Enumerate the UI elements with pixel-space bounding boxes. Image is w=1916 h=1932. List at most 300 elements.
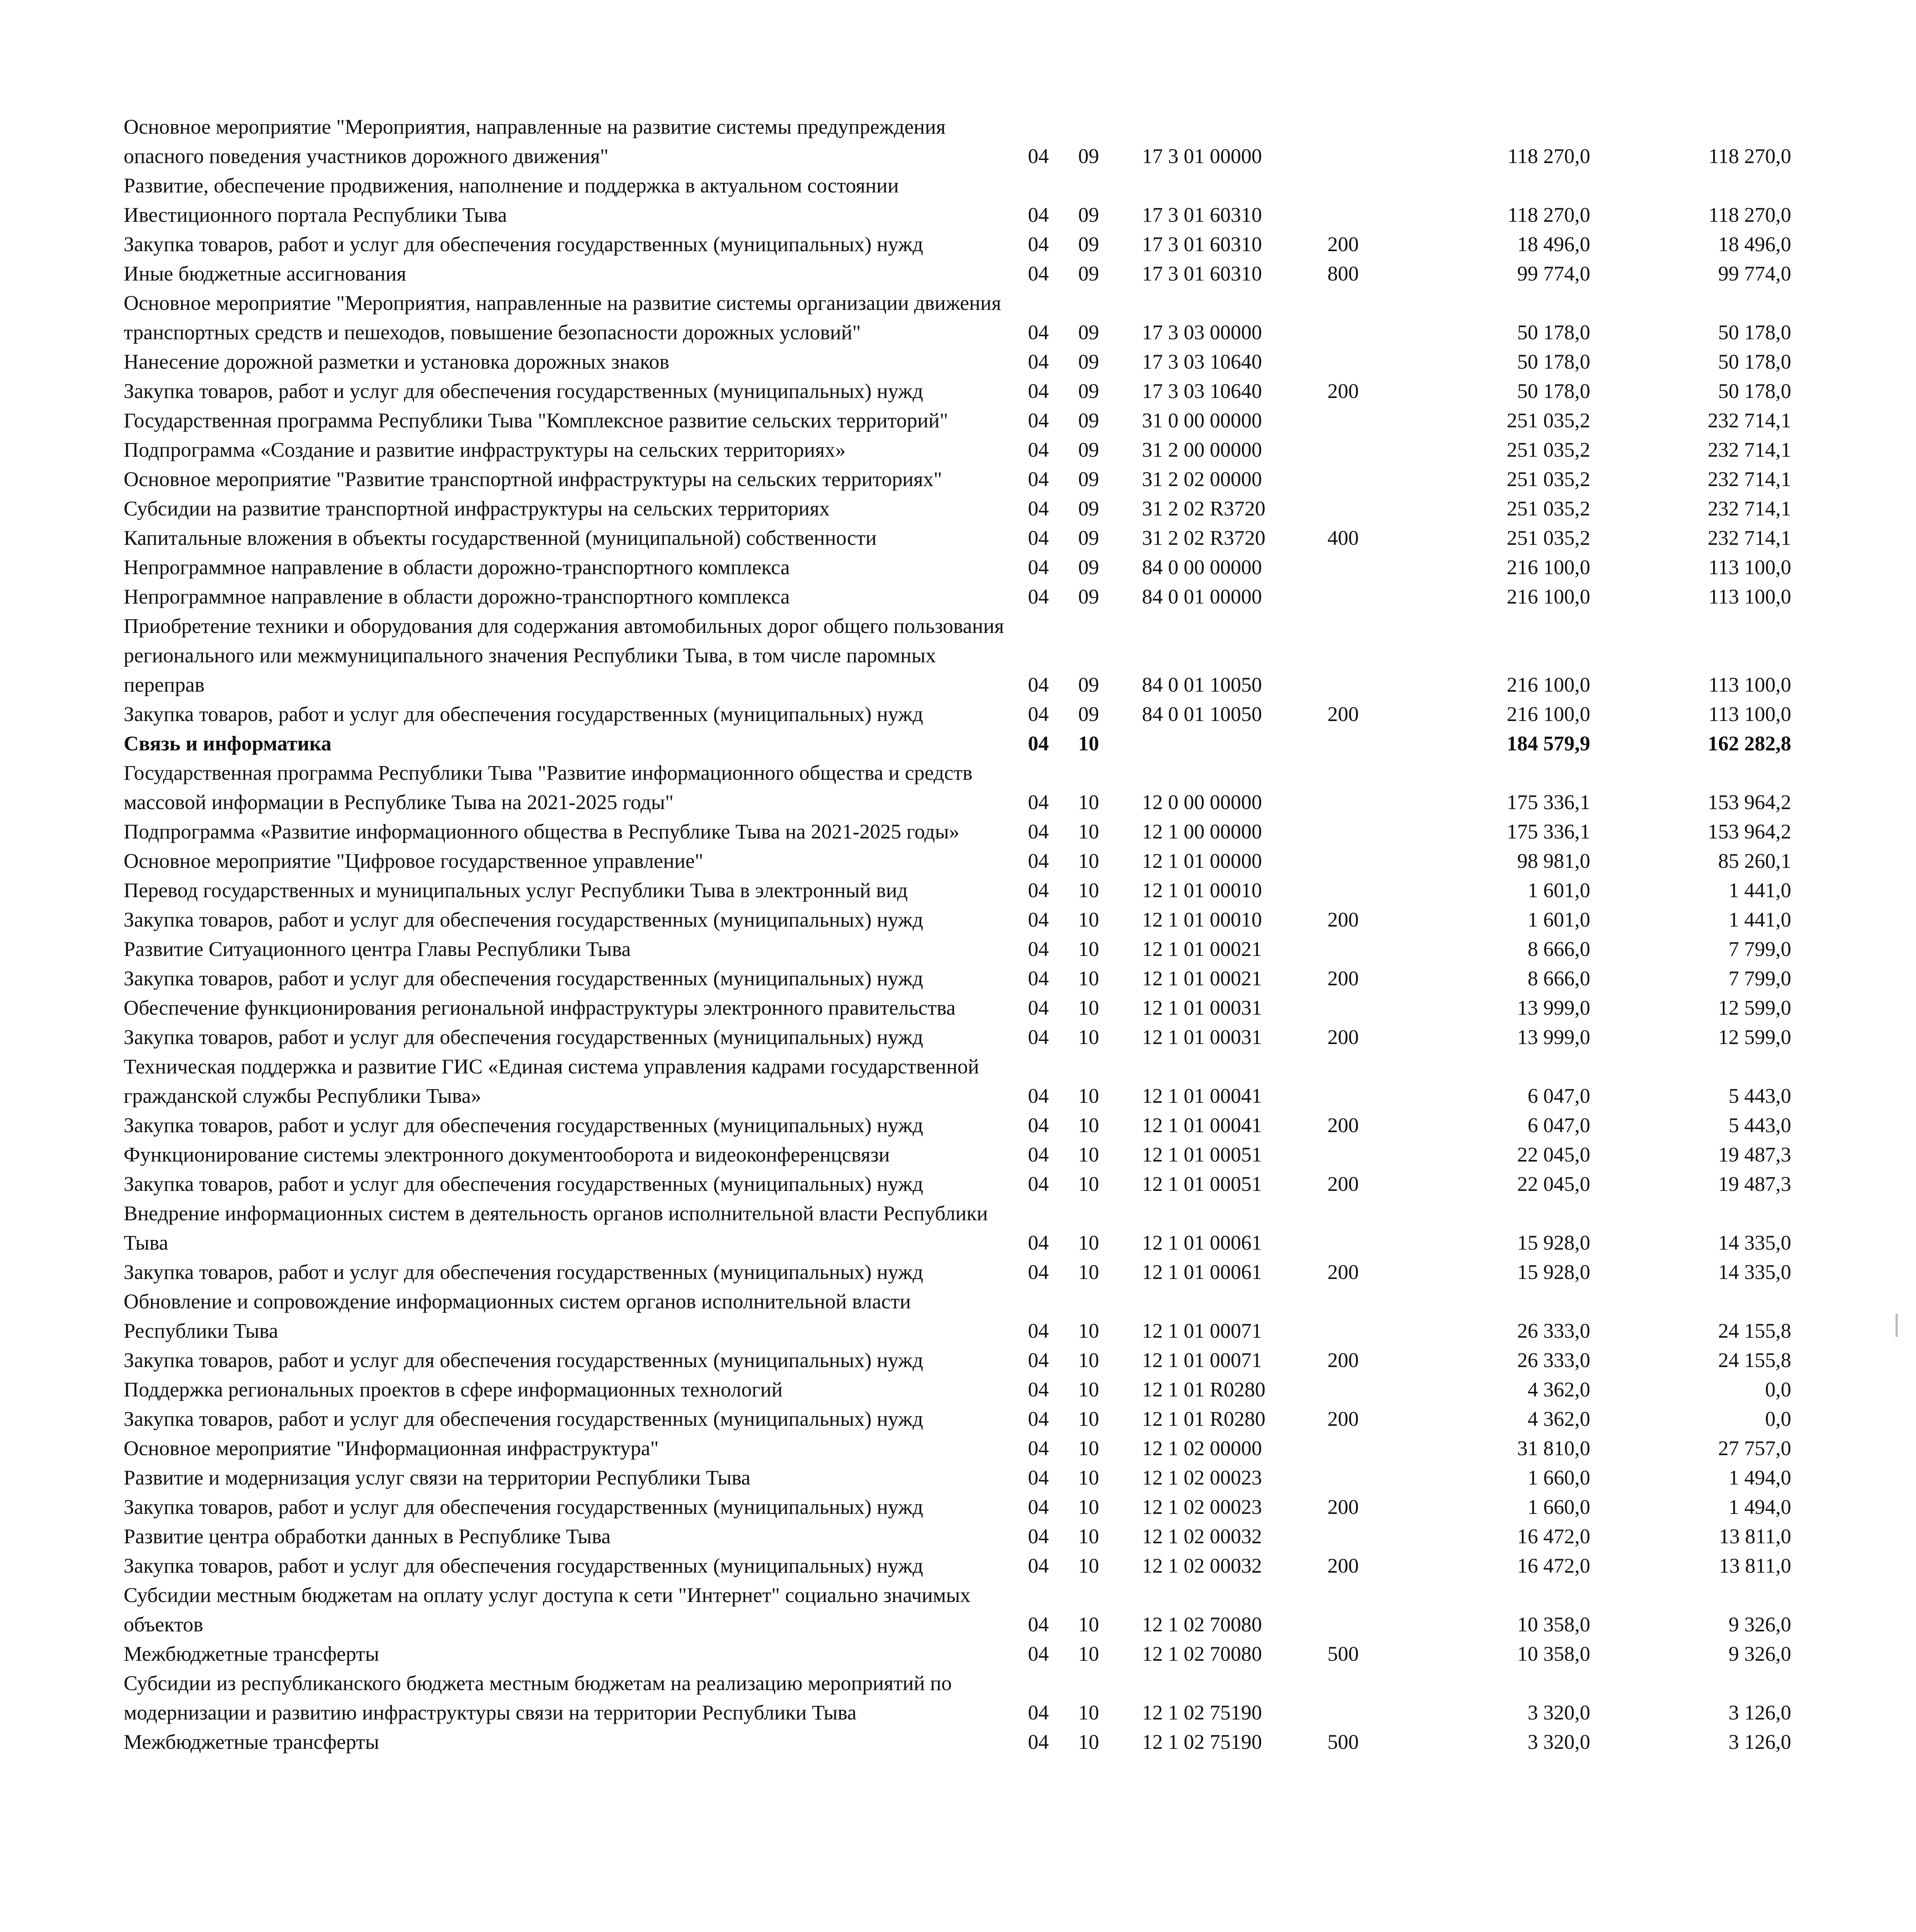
table-row xyxy=(124,288,1824,347)
row-target-code: 84 0 01 10050 xyxy=(1142,702,1262,726)
row-amount-year2: 19 487,3 xyxy=(1718,1143,1791,1166)
table-row xyxy=(124,1668,1824,1727)
row-target-code: 12 1 02 00023 xyxy=(1142,1495,1262,1519)
table-row xyxy=(124,553,1824,582)
row-subsection: 10 xyxy=(1078,996,1099,1019)
row-section: 04 xyxy=(1028,879,1049,902)
row-section: 04 xyxy=(1028,1701,1049,1724)
table-row xyxy=(124,1463,1824,1492)
row-target-code: 17 3 03 10640 xyxy=(1142,350,1262,373)
row-amount-year1: 31 810,0 xyxy=(1517,1437,1590,1460)
row-amount-year2: 1 441,0 xyxy=(1729,879,1791,902)
row-section: 04 xyxy=(1028,1525,1049,1548)
row-amount-year2: 1 494,0 xyxy=(1729,1466,1791,1489)
row-section: 04 xyxy=(1028,732,1049,755)
row-amount-year1: 251 035,2 xyxy=(1507,497,1590,520)
row-target-code: 31 0 00 00000 xyxy=(1142,409,1262,432)
row-target-code: 84 0 01 10050 xyxy=(1142,673,1262,696)
row-name: Закупка товаров, работ и услуг для обеспечения государственных (муниципальных) нужд xyxy=(124,1172,923,1196)
row-name: Межбюджетные трансферты xyxy=(124,1642,379,1665)
row-amount-year1: 8 666,0 xyxy=(1528,967,1590,990)
row-amount-year1: 26 333,0 xyxy=(1517,1349,1590,1372)
table-row xyxy=(124,758,1824,817)
row-name: Приобретение техники и оборудования для содержания автомобильных дорог общего пользования регионального или межмуниципального значения Республики Тыва, в том числе паромных переправ xyxy=(124,614,1004,696)
row-target-code: 12 1 01 00061 xyxy=(1142,1260,1262,1284)
row-subsection: 09 xyxy=(1078,497,1099,520)
table-row xyxy=(124,1551,1824,1580)
table-row xyxy=(124,1727,1824,1757)
row-amount-year2: 232 714,1 xyxy=(1708,497,1791,520)
row-name: Непрограммное направление в области дорожно-транспортного комплекса xyxy=(124,556,790,579)
row-amount-year1: 13 999,0 xyxy=(1517,1026,1590,1049)
row-target-code: 17 3 01 00000 xyxy=(1142,145,1262,168)
table-row xyxy=(124,1580,1824,1639)
row-amount-year1: 1 660,0 xyxy=(1528,1495,1590,1519)
row-amount-year2: 14 335,0 xyxy=(1718,1231,1791,1254)
row-section: 04 xyxy=(1028,996,1049,1019)
row-name: Иные бюджетные ассигнования xyxy=(124,262,407,285)
row-subsection: 09 xyxy=(1078,556,1099,579)
row-amount-year1: 175 336,1 xyxy=(1507,791,1590,814)
row-amount-year1: 22 045,0 xyxy=(1517,1172,1590,1196)
row-target-code: 17 3 03 00000 xyxy=(1142,321,1262,344)
row-subsection: 09 xyxy=(1078,585,1099,608)
row-name: Закупка товаров, работ и услуг для обеспечения государственных (муниципальных) нужд xyxy=(124,908,923,931)
row-name: Поддержка региональных проектов в сфере информационных технологий xyxy=(124,1378,783,1401)
row-amount-year2: 118 270,0 xyxy=(1708,145,1791,168)
row-amount-year2: 12 599,0 xyxy=(1718,1026,1791,1049)
table-row xyxy=(124,699,1824,729)
row-amount-year1: 18 496,0 xyxy=(1517,233,1590,256)
row-section: 04 xyxy=(1028,849,1049,872)
row-amount-year1: 118 270,0 xyxy=(1508,145,1590,168)
row-target-code: 12 1 02 70080 xyxy=(1142,1613,1262,1636)
row-amount-year2: 1 441,0 xyxy=(1729,908,1791,931)
row-amount-year2: 9 326,0 xyxy=(1729,1613,1791,1636)
row-amount-year2: 5 443,0 xyxy=(1729,1114,1791,1137)
row-section: 04 xyxy=(1028,1613,1049,1636)
row-target-code: 12 1 01 00010 xyxy=(1142,879,1262,902)
row-subsection: 10 xyxy=(1078,908,1099,931)
row-amount-year1: 50 178,0 xyxy=(1517,321,1590,344)
row-subsection: 10 xyxy=(1078,1554,1099,1577)
row-amount-year1: 99 774,0 xyxy=(1517,262,1590,285)
row-amount-year2: 50 178,0 xyxy=(1718,379,1791,403)
row-target-code: 31 2 02 R3720 xyxy=(1142,526,1266,549)
row-section: 04 xyxy=(1028,1172,1049,1196)
table-row xyxy=(124,905,1824,934)
row-target-code: 12 1 01 00000 xyxy=(1142,849,1262,872)
row-section: 04 xyxy=(1028,791,1049,814)
row-subsection: 09 xyxy=(1078,262,1099,285)
row-subsection: 10 xyxy=(1078,1143,1099,1166)
table-row xyxy=(124,1345,1824,1375)
table-row xyxy=(124,582,1824,611)
row-section: 04 xyxy=(1028,1495,1049,1519)
row-name: Закупка товаров, работ и услуг для обеспечения государственных (муниципальных) нужд xyxy=(124,1554,923,1577)
row-section: 04 xyxy=(1028,468,1049,491)
row-name: Закупка товаров, работ и услуг для обеспечения государственных (муниципальных) нужд xyxy=(124,702,923,726)
row-subsection: 10 xyxy=(1078,820,1099,843)
row-section: 04 xyxy=(1028,350,1049,373)
row-amount-year2: 50 178,0 xyxy=(1718,350,1791,373)
row-target-code: 84 0 01 00000 xyxy=(1142,585,1262,608)
row-name: Закупка товаров, работ и услуг для обеспечения государственных (муниципальных) нужд xyxy=(124,1495,923,1519)
row-name: Основное мероприятие "Цифровое государственное управление" xyxy=(124,849,703,872)
row-subsection: 09 xyxy=(1078,438,1099,461)
row-target-code: 12 1 01 00021 xyxy=(1142,937,1262,961)
row-subsection: 09 xyxy=(1078,468,1099,491)
row-section: 04 xyxy=(1028,1730,1049,1753)
row-expense-type: 200 xyxy=(1327,1554,1359,1577)
table-row xyxy=(124,1052,1824,1111)
row-name: Государственная программа Республики Тыва "Развитие информационного общества и средств массовой информации в Республике Тыва на 2021-2025 годы" xyxy=(124,761,973,814)
row-amount-year1: 16 472,0 xyxy=(1517,1554,1590,1577)
budget-table xyxy=(124,112,1824,1757)
row-amount-year1: 8 666,0 xyxy=(1528,937,1590,961)
row-amount-year1: 6 047,0 xyxy=(1528,1114,1590,1137)
row-expense-type: 400 xyxy=(1327,526,1359,549)
row-subsection: 10 xyxy=(1078,1525,1099,1548)
row-amount-year1: 26 333,0 xyxy=(1517,1319,1590,1342)
row-target-code: 12 1 02 75190 xyxy=(1142,1701,1262,1724)
row-section: 04 xyxy=(1028,379,1049,403)
row-subsection: 10 xyxy=(1078,1084,1099,1107)
table-row xyxy=(124,1375,1824,1404)
row-section: 04 xyxy=(1028,1319,1049,1342)
row-name: Развитие Ситуационного центра Главы Республики Тыва xyxy=(124,937,631,961)
row-target-code: 12 1 02 00000 xyxy=(1142,1437,1262,1460)
row-subsection: 10 xyxy=(1078,1231,1099,1254)
row-subsection: 09 xyxy=(1078,233,1099,256)
table-row xyxy=(124,1140,1824,1169)
row-target-code: 12 1 01 R0280 xyxy=(1142,1378,1266,1401)
row-subsection: 10 xyxy=(1078,849,1099,872)
row-amount-year1: 22 045,0 xyxy=(1517,1143,1590,1166)
table-row xyxy=(124,523,1824,553)
row-amount-year2: 232 714,1 xyxy=(1708,409,1791,432)
row-amount-year2: 113 100,0 xyxy=(1708,673,1791,696)
row-section: 04 xyxy=(1028,820,1049,843)
row-subsection: 09 xyxy=(1078,145,1099,168)
row-subsection: 09 xyxy=(1078,203,1099,226)
row-amount-year2: 50 178,0 xyxy=(1718,321,1791,344)
row-name: Непрограммное направление в области дорожно-транспортного комплекса xyxy=(124,585,790,608)
table-row xyxy=(124,112,1824,171)
row-expense-type: 200 xyxy=(1327,1026,1359,1049)
row-section: 04 xyxy=(1028,1378,1049,1401)
row-name: Закупка товаров, работ и услуг для обеспечения государственных (муниципальных) нужд xyxy=(124,379,923,403)
row-target-code: 12 1 01 00021 xyxy=(1142,967,1262,990)
row-name: Закупка товаров, работ и услуг для обеспечения государственных (муниципальных) нужд xyxy=(124,1260,923,1284)
row-expense-type: 200 xyxy=(1327,1407,1359,1430)
row-amount-year2: 113 100,0 xyxy=(1708,585,1791,608)
row-name: Субсидии местным бюджетам на оплату услуг доступа к сети "Интернет" социально значимых объектов xyxy=(124,1583,971,1636)
row-subsection: 10 xyxy=(1078,937,1099,961)
table-row xyxy=(124,817,1824,846)
row-section: 04 xyxy=(1028,145,1049,168)
row-subsection: 10 xyxy=(1078,791,1099,814)
row-name: Основное мероприятие "Мероприятия, направленные на развитие системы предупреждения опасного поведения участников дорожного движения" xyxy=(124,115,946,168)
row-subsection: 09 xyxy=(1078,673,1099,696)
row-section: 04 xyxy=(1028,262,1049,285)
row-name: Подпрограмма «Развитие информационного общества в Республике Тыва на 2021-2025 годы» xyxy=(124,820,960,843)
row-section: 04 xyxy=(1028,673,1049,696)
row-amount-year2: 113 100,0 xyxy=(1708,702,1791,726)
row-amount-year2: 232 714,1 xyxy=(1708,438,1791,461)
table-row xyxy=(124,435,1824,464)
row-expense-type: 500 xyxy=(1327,1730,1359,1753)
row-target-code: 12 0 00 00000 xyxy=(1142,791,1262,814)
row-subsection: 10 xyxy=(1078,879,1099,902)
table-row xyxy=(124,406,1824,435)
row-section: 04 xyxy=(1028,702,1049,726)
row-subsection: 10 xyxy=(1078,1319,1099,1342)
row-target-code: 17 3 01 60310 xyxy=(1142,262,1262,285)
row-amount-year2: 1 494,0 xyxy=(1729,1495,1791,1519)
row-subsection: 10 xyxy=(1078,1437,1099,1460)
row-target-code: 12 1 01 00041 xyxy=(1142,1084,1262,1107)
row-amount-year1: 15 928,0 xyxy=(1517,1231,1590,1254)
row-expense-type: 200 xyxy=(1327,379,1359,403)
row-subsection: 10 xyxy=(1078,1495,1099,1519)
row-expense-type: 800 xyxy=(1327,262,1359,285)
row-name: Функционирование системы электронного документооборота и видеоконференцсвязи xyxy=(124,1143,890,1166)
row-subsection: 10 xyxy=(1078,1466,1099,1489)
row-target-code: 31 2 02 R3720 xyxy=(1142,497,1266,520)
row-target-code: 12 1 00 00000 xyxy=(1142,820,1262,843)
row-amount-year1: 251 035,2 xyxy=(1507,526,1590,549)
row-name: Развитие, обеспечение продвижения, наполнение и поддержка в актуальном состоянии Ивестиционного портала Республики Тыва xyxy=(124,174,899,226)
row-expense-type: 200 xyxy=(1327,967,1359,990)
row-amount-year1: 10 358,0 xyxy=(1517,1642,1590,1665)
row-name: Связь и информатика xyxy=(124,732,332,755)
row-name: Перевод государственных и муниципальных услуг Республики Тыва в электронный вид xyxy=(124,879,908,902)
row-expense-type: 200 xyxy=(1327,1349,1359,1372)
row-amount-year1: 10 358,0 xyxy=(1517,1613,1590,1636)
row-target-code: 17 3 01 60310 xyxy=(1142,203,1262,226)
row-amount-year2: 162 282,8 xyxy=(1708,732,1791,755)
row-target-code: 12 1 02 00023 xyxy=(1142,1466,1262,1489)
row-name: Межбюджетные трансферты xyxy=(124,1730,379,1753)
table-row xyxy=(124,729,1824,758)
row-target-code: 31 2 02 00000 xyxy=(1142,468,1262,491)
row-amount-year1: 1 660,0 xyxy=(1528,1466,1590,1489)
row-amount-year2: 12 599,0 xyxy=(1718,996,1791,1019)
row-section: 04 xyxy=(1028,1231,1049,1254)
row-amount-year1: 216 100,0 xyxy=(1507,585,1590,608)
row-name: Закупка товаров, работ и услуг для обеспечения государственных (муниципальных) нужд xyxy=(124,1349,923,1372)
row-subsection: 10 xyxy=(1078,1407,1099,1430)
row-amount-year1: 251 035,2 xyxy=(1507,438,1590,461)
table-row xyxy=(124,1022,1824,1052)
row-amount-year2: 3 126,0 xyxy=(1729,1730,1791,1753)
row-subsection: 10 xyxy=(1078,1172,1099,1196)
row-section: 04 xyxy=(1028,967,1049,990)
row-target-code: 12 1 01 00041 xyxy=(1142,1114,1262,1137)
row-section: 04 xyxy=(1028,321,1049,344)
table-row xyxy=(124,1404,1824,1434)
row-amount-year2: 85 260,1 xyxy=(1718,849,1791,872)
table-row xyxy=(124,1257,1824,1287)
row-section: 04 xyxy=(1028,937,1049,961)
table-row xyxy=(124,993,1824,1022)
row-name: Развитие и модернизация услуг связи на территории Республики Тыва xyxy=(124,1466,751,1489)
table-row xyxy=(124,1639,1824,1668)
row-name: Техническая поддержка и развитие ГИС «Единая система управления кадрами государственной гражданской службы Республики Тыва» xyxy=(124,1055,979,1107)
row-amount-year1: 184 579,9 xyxy=(1507,732,1590,755)
table-row xyxy=(124,846,1824,876)
row-subsection: 10 xyxy=(1078,1613,1099,1636)
row-amount-year2: 5 443,0 xyxy=(1729,1084,1791,1107)
row-name: Капитальные вложения в объекты государственной (муниципальной) собственности xyxy=(124,526,877,549)
row-amount-year1: 3 320,0 xyxy=(1528,1730,1590,1753)
row-amount-year1: 216 100,0 xyxy=(1507,702,1590,726)
row-subsection: 10 xyxy=(1078,1349,1099,1372)
row-target-code: 17 3 01 60310 xyxy=(1142,233,1262,256)
row-amount-year2: 9 326,0 xyxy=(1729,1642,1791,1665)
table-row xyxy=(124,464,1824,494)
row-target-code: 12 1 01 00031 xyxy=(1142,1026,1262,1049)
row-amount-year1: 3 320,0 xyxy=(1528,1701,1590,1724)
row-amount-year1: 1 601,0 xyxy=(1528,908,1590,931)
row-subsection: 10 xyxy=(1078,732,1099,755)
row-subsection: 10 xyxy=(1078,1730,1099,1753)
table-row xyxy=(124,876,1824,905)
row-expense-type: 200 xyxy=(1327,233,1359,256)
row-amount-year1: 216 100,0 xyxy=(1507,673,1590,696)
row-subsection: 09 xyxy=(1078,379,1099,403)
row-amount-year1: 4 362,0 xyxy=(1528,1378,1590,1401)
scan-artifact xyxy=(1896,1314,1898,1337)
row-amount-year2: 118 270,0 xyxy=(1708,203,1791,226)
row-name: Субсидии из республиканского бюджета местным бюджетам на реализацию мероприятий по модернизации и развитию инфраструктуры связи на территории Республики Тыва xyxy=(124,1672,952,1724)
row-target-code: 12 1 01 00051 xyxy=(1142,1143,1262,1166)
row-amount-year2: 99 774,0 xyxy=(1718,262,1791,285)
row-section: 04 xyxy=(1028,203,1049,226)
row-amount-year2: 24 155,8 xyxy=(1718,1319,1791,1342)
row-target-code: 12 1 02 70080 xyxy=(1142,1642,1262,1665)
row-section: 04 xyxy=(1028,1407,1049,1430)
row-amount-year2: 232 714,1 xyxy=(1708,468,1791,491)
row-section: 04 xyxy=(1028,438,1049,461)
row-subsection: 10 xyxy=(1078,1701,1099,1724)
row-target-code: 12 1 02 00032 xyxy=(1142,1554,1262,1577)
row-amount-year2: 13 811,0 xyxy=(1719,1525,1791,1548)
row-subsection: 09 xyxy=(1078,409,1099,432)
row-amount-year2: 27 757,0 xyxy=(1718,1437,1791,1460)
row-section: 04 xyxy=(1028,1114,1049,1137)
row-expense-type: 200 xyxy=(1327,908,1359,931)
row-target-code: 12 1 01 00051 xyxy=(1142,1172,1262,1196)
row-section: 04 xyxy=(1028,556,1049,579)
row-section: 04 xyxy=(1028,1084,1049,1107)
row-target-code: 12 1 01 00071 xyxy=(1142,1319,1262,1342)
table-row xyxy=(124,611,1824,699)
row-section: 04 xyxy=(1028,1437,1049,1460)
table-row xyxy=(124,171,1824,230)
row-target-code: 31 2 00 00000 xyxy=(1142,438,1262,461)
row-expense-type: 200 xyxy=(1327,1172,1359,1196)
row-amount-year2: 14 335,0 xyxy=(1718,1260,1791,1284)
row-amount-year2: 232 714,1 xyxy=(1708,526,1791,549)
row-subsection: 10 xyxy=(1078,1378,1099,1401)
row-name: Обеспечение функционирования региональной инфраструктуры электронного правительства xyxy=(124,996,956,1019)
row-target-code: 12 1 02 00032 xyxy=(1142,1525,1262,1548)
row-section: 04 xyxy=(1028,1642,1049,1665)
table-row xyxy=(124,230,1824,259)
row-name: Основное мероприятие "Информационная инфраструктура" xyxy=(124,1437,659,1460)
row-section: 04 xyxy=(1028,585,1049,608)
row-amount-year1: 16 472,0 xyxy=(1517,1525,1590,1548)
row-amount-year1: 6 047,0 xyxy=(1528,1084,1590,1107)
row-name: Закупка товаров, работ и услуг для обеспечения государственных (муниципальных) нужд xyxy=(124,233,923,256)
row-amount-year1: 1 601,0 xyxy=(1528,879,1590,902)
row-expense-type: 200 xyxy=(1327,1260,1359,1284)
row-name: Субсидии на развитие транспортной инфраструктуры на сельских территориях xyxy=(124,497,830,520)
row-target-code: 12 1 01 R0280 xyxy=(1142,1407,1266,1430)
row-amount-year2: 3 126,0 xyxy=(1729,1701,1791,1724)
row-name: Закупка товаров, работ и услуг для обеспечения государственных (муниципальных) нужд xyxy=(124,967,923,990)
row-name: Развитие центра обработки данных в Республике Тыва xyxy=(124,1525,611,1548)
row-amount-year2: 113 100,0 xyxy=(1708,556,1791,579)
row-amount-year1: 118 270,0 xyxy=(1508,203,1590,226)
row-target-code: 17 3 03 10640 xyxy=(1142,379,1262,403)
row-amount-year1: 216 100,0 xyxy=(1507,556,1590,579)
table-row xyxy=(124,1492,1824,1522)
row-section: 04 xyxy=(1028,233,1049,256)
table-row xyxy=(124,934,1824,964)
row-name: Закупка товаров, работ и услуг для обеспечения государственных (муниципальных) нужд xyxy=(124,1407,923,1430)
row-target-code: 12 1 01 00061 xyxy=(1142,1231,1262,1254)
row-amount-year2: 7 799,0 xyxy=(1729,967,1791,990)
row-amount-year1: 50 178,0 xyxy=(1517,379,1590,403)
row-subsection: 09 xyxy=(1078,321,1099,344)
table-row xyxy=(124,1111,1824,1140)
row-amount-year1: 15 928,0 xyxy=(1517,1260,1590,1284)
row-name: Обновление и сопровождение информационных систем органов исполнительной власти Республики Тыва xyxy=(124,1290,911,1342)
table-row xyxy=(124,1169,1824,1199)
row-subsection: 09 xyxy=(1078,350,1099,373)
row-subsection: 10 xyxy=(1078,967,1099,990)
row-name: Закупка товаров, работ и услуг для обеспечения государственных (муниципальных) нужд xyxy=(124,1114,923,1137)
row-section: 04 xyxy=(1028,908,1049,931)
row-section: 04 xyxy=(1028,1260,1049,1284)
row-name: Подпрограмма «Создание и развитие инфраструктуры на сельских территориях» xyxy=(124,438,846,461)
row-amount-year2: 7 799,0 xyxy=(1729,937,1791,961)
row-section: 04 xyxy=(1028,526,1049,549)
row-section: 04 xyxy=(1028,1554,1049,1577)
row-amount-year2: 18 496,0 xyxy=(1718,233,1791,256)
table-row xyxy=(124,1287,1824,1345)
table-row xyxy=(124,964,1824,993)
row-name: Закупка товаров, работ и услуг для обеспечения государственных (муниципальных) нужд xyxy=(124,1026,923,1049)
row-amount-year2: 0,0 xyxy=(1765,1378,1791,1401)
row-expense-type: 200 xyxy=(1327,702,1359,726)
row-amount-year2: 19 487,3 xyxy=(1718,1172,1791,1196)
row-amount-year1: 175 336,1 xyxy=(1507,820,1590,843)
row-amount-year2: 0,0 xyxy=(1765,1407,1791,1430)
table-row xyxy=(124,1199,1824,1257)
table-row xyxy=(124,347,1824,376)
row-name: Нанесение дорожной разметки и установка дорожных знаков xyxy=(124,350,669,373)
row-target-code: 12 1 01 00071 xyxy=(1142,1349,1262,1372)
row-subsection: 10 xyxy=(1078,1642,1099,1665)
row-amount-year1: 251 035,2 xyxy=(1507,468,1590,491)
row-subsection: 09 xyxy=(1078,526,1099,549)
row-section: 04 xyxy=(1028,409,1049,432)
row-amount-year2: 153 964,2 xyxy=(1708,820,1791,843)
